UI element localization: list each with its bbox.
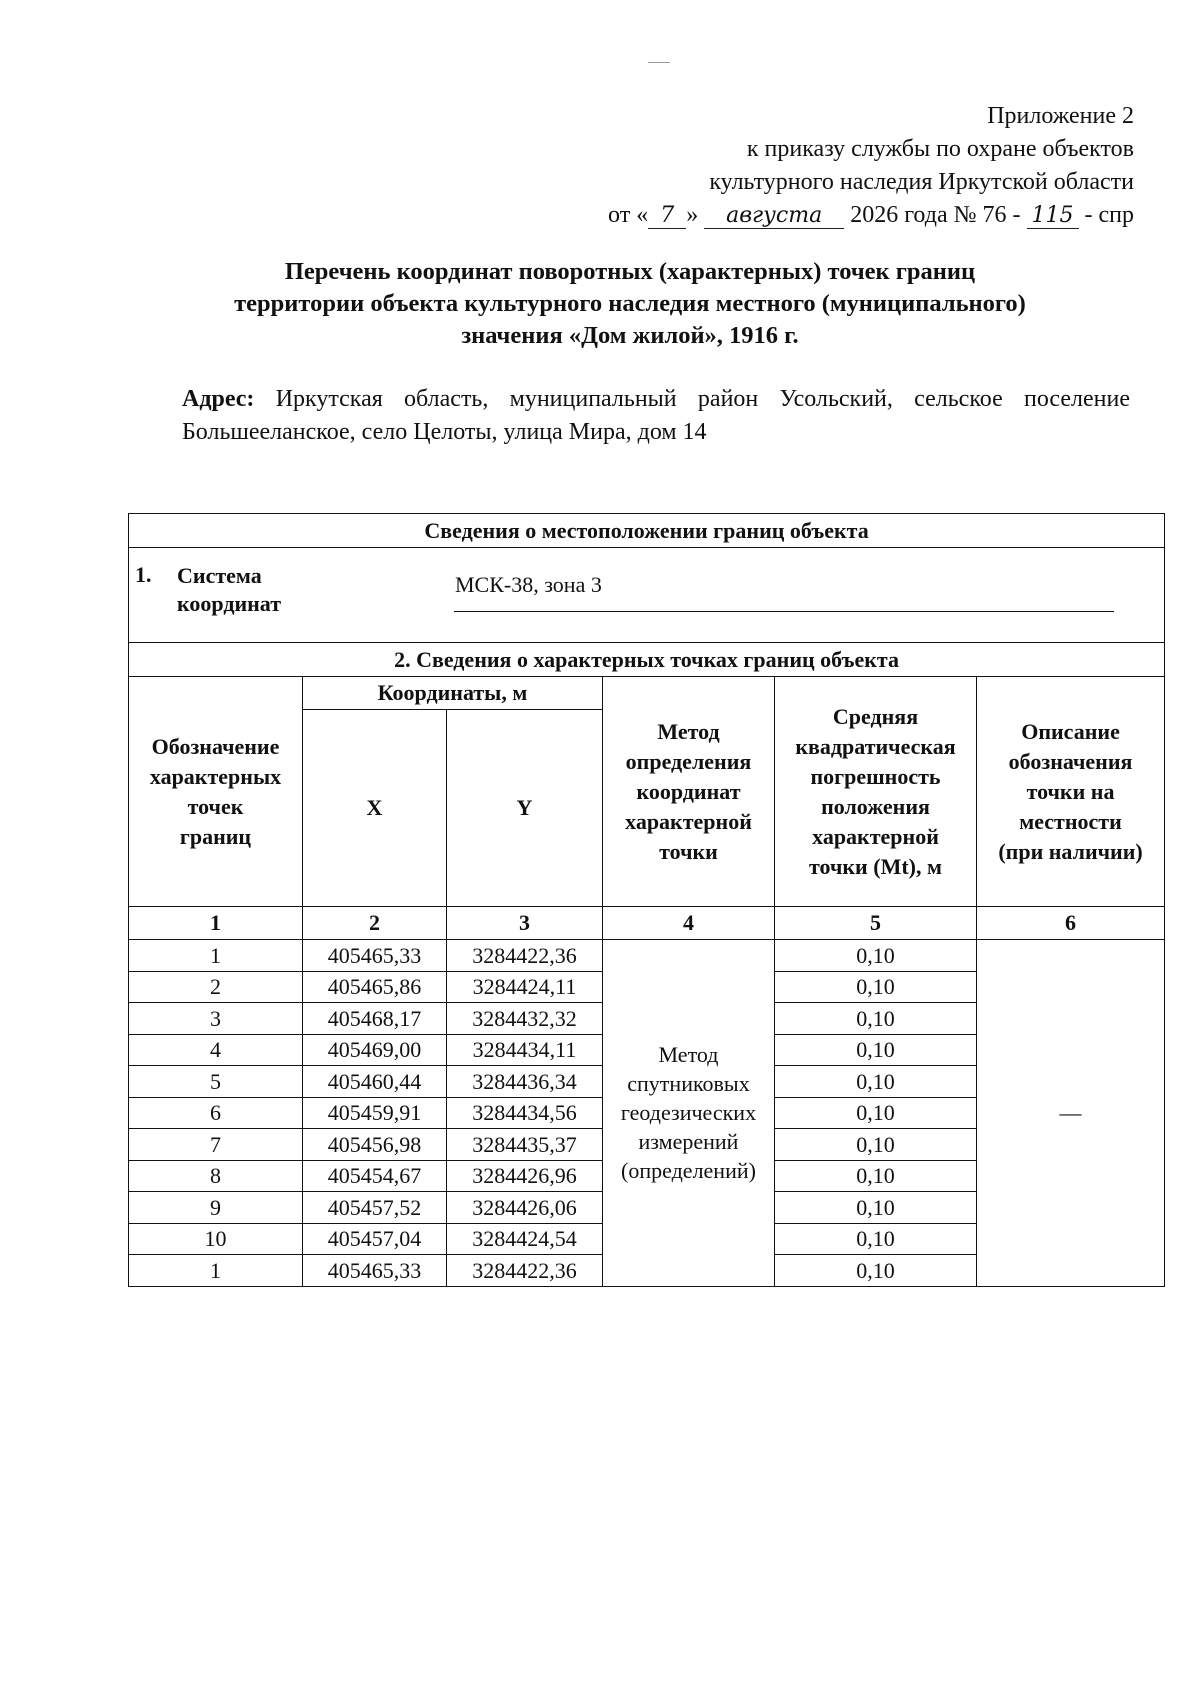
document-title [160,256,1100,352]
coord-y: 3284426,06 [447,1192,603,1224]
mt-value: 0,10 [775,1160,977,1192]
appendix-line-1: Приложение 2 [987,103,1134,129]
point-number: 8 [129,1160,303,1192]
header-error [775,677,977,907]
data-rows [129,940,1165,1287]
cs-label-line-2: координат [177,591,282,616]
hdr-desc-l1: Описание [1021,718,1120,744]
coord-y: 3284434,56 [447,1097,603,1129]
column-number: 5 [775,907,977,940]
cs-value: МСК-38, зона 3 [455,572,602,597]
hdr-method-l1: Метод [657,718,720,744]
coord-y: 3284424,54 [447,1223,603,1255]
point-number: 9 [129,1192,303,1224]
method-value-line: (определений) [621,1158,756,1184]
column-number: 3 [447,907,603,940]
date-day-close: » [686,202,699,228]
coord-y: 3284432,32 [447,1003,603,1035]
appendix-date-line [608,199,1134,232]
coord-x: 405465,33 [303,940,447,972]
header-x: X [303,710,447,907]
mt-value: 0,10 [775,1066,977,1098]
coord-x: 405454,67 [303,1160,447,1192]
title-line-2: территории объекта культурного наследия местного (муниципального) [234,290,1026,317]
address-block [182,383,1130,449]
appendix-line-3: культурного наследия Иркутской области [709,169,1134,195]
point-number: 1 [129,940,303,972]
hdr-method-l4: характерной [625,808,752,834]
column-number: 1 [129,907,303,940]
mt-value: 0,10 [775,940,977,972]
appendix-line-2: к приказу службы по охране объектов [746,136,1134,162]
coord-x: 405457,04 [303,1223,447,1255]
point-number: 4 [129,1034,303,1066]
hdr-error-l4: положения [821,793,930,819]
coord-y: 3284435,37 [447,1129,603,1161]
point-number: 2 [129,971,303,1003]
coord-x: 405465,33 [303,1255,447,1287]
mt-value: 0,10 [775,1003,977,1035]
cs-underline [454,611,1114,612]
coord-y: 3284424,11 [447,971,603,1003]
hdr-designation-l3: точек [187,793,244,819]
title-line-1: Перечень координат поворотных (характерных) точек границ [284,258,976,285]
column-number: 6 [977,907,1165,940]
coord-y: 3284422,36 [447,940,603,972]
hdr-error-l1: Средняя [832,703,919,729]
date-year-text: 2026 года № 76 - [850,202,1021,228]
coord-y: 3284426,96 [447,1160,603,1192]
point-number: 7 [129,1129,303,1161]
handwritten-month: августа [704,204,844,229]
date-prefix: от « [608,202,649,228]
hdr-desc-l3: точки на [1026,778,1115,804]
address-label: Адрес: [182,386,255,412]
hdr-error-l2: квадратическая [795,733,956,759]
mt-value: 0,10 [775,1034,977,1066]
table-row [129,940,1165,972]
description-value: — [977,940,1165,1287]
hdr-designation-l4: границ [179,823,252,849]
coord-y: 3284434,11 [447,1034,603,1066]
mt-value: 0,10 [775,1223,977,1255]
method-value-line: Метод [658,1042,719,1068]
point-number: 3 [129,1003,303,1035]
mt-value: 0,10 [775,1192,977,1224]
coord-x: 405457,52 [303,1192,447,1224]
hdr-error-l6: точки (Mt), м [809,853,942,879]
hdr-designation-l1: Обозначение [151,733,280,759]
cs-number: 1. [135,562,152,587]
handwritten-day: 7 [648,204,686,229]
hdr-designation-l2: характерных [149,763,282,789]
handwritten-order-number: 115 [1027,204,1079,229]
hdr-desc-l4: местности [1019,808,1122,834]
coord-x: 405456,98 [303,1129,447,1161]
coordinate-system-cell [129,548,1165,643]
hdr-error-l5: характерной [812,823,939,849]
mt-value: 0,10 [775,1097,977,1129]
boundary-table [128,513,1165,1287]
title-line-3: значения «Дом жилой», 1916 г. [461,322,799,349]
mt-value: 0,10 [775,1129,977,1161]
method-value-line: геодезических [620,1100,757,1126]
mt-value: 0,10 [775,971,977,1003]
point-number: 10 [129,1223,303,1255]
coord-x: 405459,91 [303,1097,447,1129]
coord-x: 405469,00 [303,1034,447,1066]
hdr-desc-l2: обозначения [1008,748,1133,774]
method-value [603,940,775,1287]
header-coords: Координаты, м [303,677,603,710]
method-value-line: измерений [638,1129,739,1155]
hdr-desc-l5: (при наличии) [998,838,1143,864]
section2-title: 2. Сведения о характерных точках границ объекта [129,643,1165,677]
header-method [603,677,775,907]
coord-y: 3284436,34 [447,1066,603,1098]
header-y: Y [447,710,603,907]
cs-label [177,562,281,618]
point-number: 6 [129,1097,303,1129]
column-number: 2 [303,907,447,940]
appendix-header [608,100,1134,232]
point-number: 1 [129,1255,303,1287]
hdr-error-l3: погрешность [810,763,941,789]
cs-label-line-1: Система [177,563,262,588]
mt-value: 0,10 [775,1255,977,1287]
method-value-line: спутниковых [627,1071,750,1097]
hdr-method-l5: точки [659,838,718,864]
header-description [977,677,1165,907]
coord-y: 3284422,36 [447,1255,603,1287]
address-text: Иркутская область, муниципальный район Усольский, сельское поселение Большееланское, село Целоты, улица Мира, дом 14 [182,386,1131,445]
coord-x: 405468,17 [303,1003,447,1035]
column-number: 4 [603,907,775,940]
order-suffix: - спр [1084,202,1134,228]
section1-title: Сведения о местоположении границ объекта [129,514,1165,548]
point-number: 5 [129,1066,303,1098]
hdr-method-l2: определения [625,748,752,774]
coord-x: 405460,44 [303,1066,447,1098]
hdr-method-l3: координат [636,778,741,804]
header-designation [129,677,303,907]
scan-mark [648,62,670,63]
coord-x: 405465,86 [303,971,447,1003]
